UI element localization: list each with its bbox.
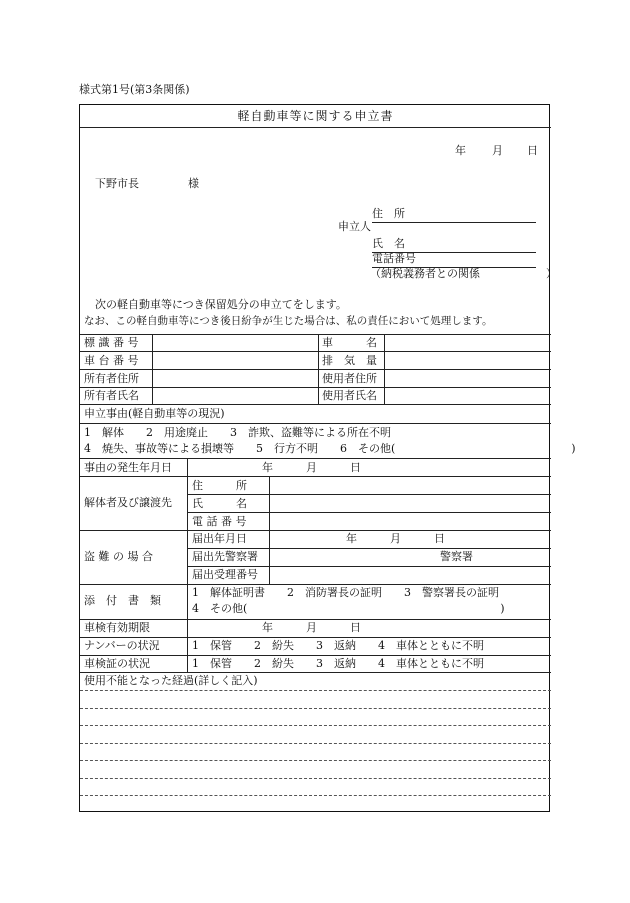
history-line — [80, 778, 551, 779]
transferee-name-label: 氏 名 — [192, 497, 247, 510]
occurrence-date: 年 月 日 — [262, 461, 361, 474]
date-month: 月 — [492, 144, 503, 157]
theft-label: 盗 難 の 場 合 — [84, 550, 153, 563]
user-address-label: 使用者住所 — [322, 372, 377, 385]
reason-header: 申立事由(軽自動車等の現況) — [84, 407, 225, 420]
applicant-phone: 電話番号 — [372, 252, 416, 265]
owner-name-label: 所有者氏名 — [84, 389, 139, 402]
history-line — [80, 708, 551, 709]
addressee-honorific: 様 — [188, 177, 199, 190]
applicant-address: 住 所 — [372, 207, 405, 220]
theft-police-suffix: 警察署 — [440, 550, 473, 563]
applicant-relation: （納税義務者との関係 ） — [370, 267, 557, 280]
history-label: 使用不能となった経過(詳しく記入) — [84, 674, 258, 687]
addressee-name: 下野市長 — [95, 177, 139, 190]
plate-no-label: 標 識 番 号 — [84, 336, 139, 349]
date-year: 年 — [455, 144, 466, 157]
applicant-label: 申立人 — [338, 220, 371, 233]
attachments-line-2: 4 その他( ) — [192, 602, 505, 615]
theft-police-label: 届出先警察署 — [192, 550, 258, 563]
theft-report-date-label: 届出年月日 — [192, 532, 247, 545]
application-form — [79, 104, 576, 812]
applicant-name: 氏 名 — [372, 237, 405, 250]
inspection-expiry-label: 車検有効期限 — [84, 621, 150, 634]
date-day: 日 — [527, 144, 538, 157]
transferee-address-label: 住 所 — [192, 479, 247, 492]
car-name-label: 車 名 — [322, 336, 377, 349]
owner-address-label: 所有者住所 — [84, 372, 139, 385]
attachments-label: 添 付 書 類 — [84, 594, 161, 607]
displacement-label: 排 気 量 — [322, 354, 377, 367]
certificate-status-options: 1 保管 2 紛失 3 返納 4 車体とともに不明 — [192, 657, 484, 670]
transferee-phone-label: 電 話 番 号 — [192, 515, 247, 528]
certificate-status-label: 車検証の状況 — [84, 657, 150, 670]
history-line — [80, 760, 551, 761]
history-line — [80, 690, 551, 691]
inspection-expiry-date: 年 月 日 — [262, 621, 361, 634]
history-line — [80, 795, 551, 796]
history-line — [80, 743, 551, 744]
occurrence-label: 事由の発生年月日 — [84, 461, 172, 474]
plate-status-label: ナンバーの状況 — [84, 639, 160, 652]
theft-receipt-label: 届出受理番号 — [192, 568, 258, 581]
transferee-label: 解体者及び譲渡先 — [84, 496, 172, 509]
statement-line-2: なお、この軽自動車等につき後日紛争が生じた場合は、私の責任において処理します。 — [84, 315, 493, 327]
statement-line-1: 次の軽自動車等につき保留処分の申立てをします。 — [95, 298, 347, 311]
form-id: 様式第1号(第3条関係) — [79, 83, 190, 96]
reason-line-2: 4 焼失、事故等による損壊等 5 行方不明 6 その他( ) — [84, 442, 576, 455]
user-name-label: 使用者氏名 — [322, 389, 377, 402]
form-title: 軽自動車等に関する申立書 — [237, 109, 394, 123]
plate-status-options: 1 保管 2 紛失 3 返納 4 車体とともに不明 — [192, 639, 484, 652]
theft-report-date-value: 年 月 日 — [346, 532, 445, 545]
attachments-line-1: 1 解体証明書 2 消防署長の証明 3 警察署長の証明 — [192, 586, 499, 599]
reason-line-1: 1 解体 2 用途廃止 3 詐欺、盗難等による所在不明 — [84, 426, 391, 439]
history-line — [80, 725, 551, 726]
chassis-no-label: 車 台 番 号 — [84, 354, 139, 367]
